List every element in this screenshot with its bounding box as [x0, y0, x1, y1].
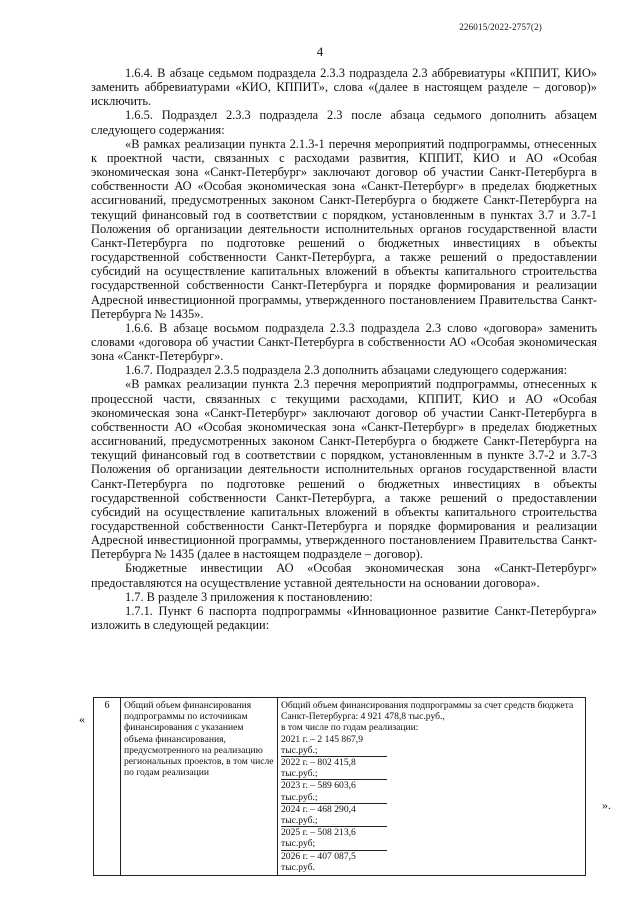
year-line: 2021 г. – 2 145 867,9 тыс.руб.; [281, 734, 387, 757]
by-year-caption: в том числе по годам реализации: [281, 722, 419, 734]
document-registration-number: 226015/2022-2757(2) [459, 22, 542, 32]
table-row [94, 698, 586, 876]
paragraph-1-7-1: 1.7.1. Пункт 6 паспорта подпрограммы «Инновационное развитие Санкт-Петербурга» изложить в следующей редакции: [91, 603, 597, 633]
passport-table [93, 697, 586, 876]
paragraph-1-6-7: 1.6.7. Подраздел 2.3.5 подраздела 2.3 дополнить абзацами следующего содержания: [125, 363, 568, 378]
paragraph-quote-2-1-3-1: «В рамках реализации пункта 2.1.3-1 перечня мероприятий подпрограммы, отнесенных к проектной части, связанных с расходами развития, КППИТ, КИО и АО «Особая экономическая зона «Санкт-Петербург» заключают договор об участии Санкт-Петербурга в собственности АО «Особая экономическая зона «Санкт-Петербург» в пределах бюджетных ассигнований, предусмотренных законом Санкт-Петербурга о бюджете Санкт-Петербурга на текущий финансовый год в соответствии с порядком, установленным в пунктах 3.7 и 3.7-1 Положения об организации деятельности исполнительных органов государственной власти Санкт-Петербурга по подготовке решений о бюджетных инвестициях в объекты государственной собственности Санкт-Петербурга, а также решений о предоставлении субсидий на осуществление капитальных вложений в объекты капитального строительства государственной собственности Санкт-Петербурга и порядке формирования и реализации Адресной инвестиционной программы, утвержденного постановлением Правительства Санкт-Петербурга № 1435». [91, 136, 597, 321]
year-line: 2025 г. – 508 213,6 тыс.руб; [281, 827, 387, 850]
document-body [91, 66, 597, 632]
year-line: 2023 г. – 589 603,6 тыс.руб.; [281, 780, 387, 803]
page-number: 4 [316, 44, 324, 59]
paragraph-1-7: 1.7. В разделе 3 приложения к постановлению: [125, 589, 373, 604]
paragraph-quote-2-3: «В рамках реализации пункта 2.3 перечня мероприятий подпрограммы, отнесенных к процессной части, связанных с текущими расходами, КППИТ, КИО и АО «Особая экономическая зона «Санкт-Петербург» заключают договор об участии Санкт-Петербурга в собственности АО «Особая экономическая зона «Санкт-Петербург» в пределах бюджетных ассигнований, предусмотренных законом Санкт-Петербурга о бюджете Санкт-Петербурга на текущий финансовый год в соответствии с порядком, установленным в пункте 3.7-2 и 3.7-3 Положения об организации деятельности исполнительных органов государственной власти Санкт-Петербурга по подготовке решений о бюджетных инвестициях в объекты государственной собственности Санкт-Петербурга, а также решений о предоставлении субсидий на осуществление капитальных вложений в объекты капитального строительства государственной собственности Санкт-Петербурга и порядке формирования и реализации Адресной инвестиционной программы, утвержденного постановлением Правительства Санкт-Петербурга № 1435 (далее в настоящем подразделе – договор). [91, 377, 597, 562]
table-close-quote: ». [602, 798, 611, 812]
year-line: 2026 г. – 407 087,5 тыс.руб. [281, 850, 356, 873]
row-number-cell: 6 [94, 698, 121, 876]
paragraph-budget-investments: Бюджетные инвестиции АО «Особая экономическая зона «Санкт-Петербург» предоставляются на осуществление уставной деятельности на основании договора». [91, 561, 597, 590]
row-value-cell [278, 698, 586, 876]
year-line: 2024 г. – 468 290,4 тыс.руб.; [281, 804, 387, 827]
row-name-cell: Общий объем финансирования подпрограммы по источникам финансирования с указанием объема финансирования, предусмотренного на реализацию региональных проектов, в том числе по годам реализации [121, 698, 278, 876]
paragraph-1-6-4: 1.6.4. В абзаце седьмом подраздела 2.3.3 подраздела 2.3 аббревиатуры «КППИТ, КИО» заменить аббревиатурами «КИО, КППИТ», слова «(далее в настоящем разделе – договор)» исключить. [91, 66, 597, 109]
paragraph-1-6-6: 1.6.6. В абзаце восьмом подраздела 2.3.3 подраздела 2.3 слово «договора» заменить словами «договора об участии Санкт-Петербурга в собственности АО «Особая экономическая зона «Санкт-Петербург». [91, 320, 597, 364]
total-financing-line: Общий объем финансирования подпрограммы за счет средств бюджета Санкт-Петербурга: 4 921 478,8 тыс.руб., [281, 700, 574, 723]
year-line: 2022 г. – 802 415,8 тыс.руб.; [281, 757, 387, 780]
paragraph-1-6-5: 1.6.5. Подраздел 2.3.3 подраздела 2.3 после абзаца седьмого дополнить абзацем следующего содержания: [91, 108, 597, 137]
table-open-quote: « [79, 712, 85, 726]
